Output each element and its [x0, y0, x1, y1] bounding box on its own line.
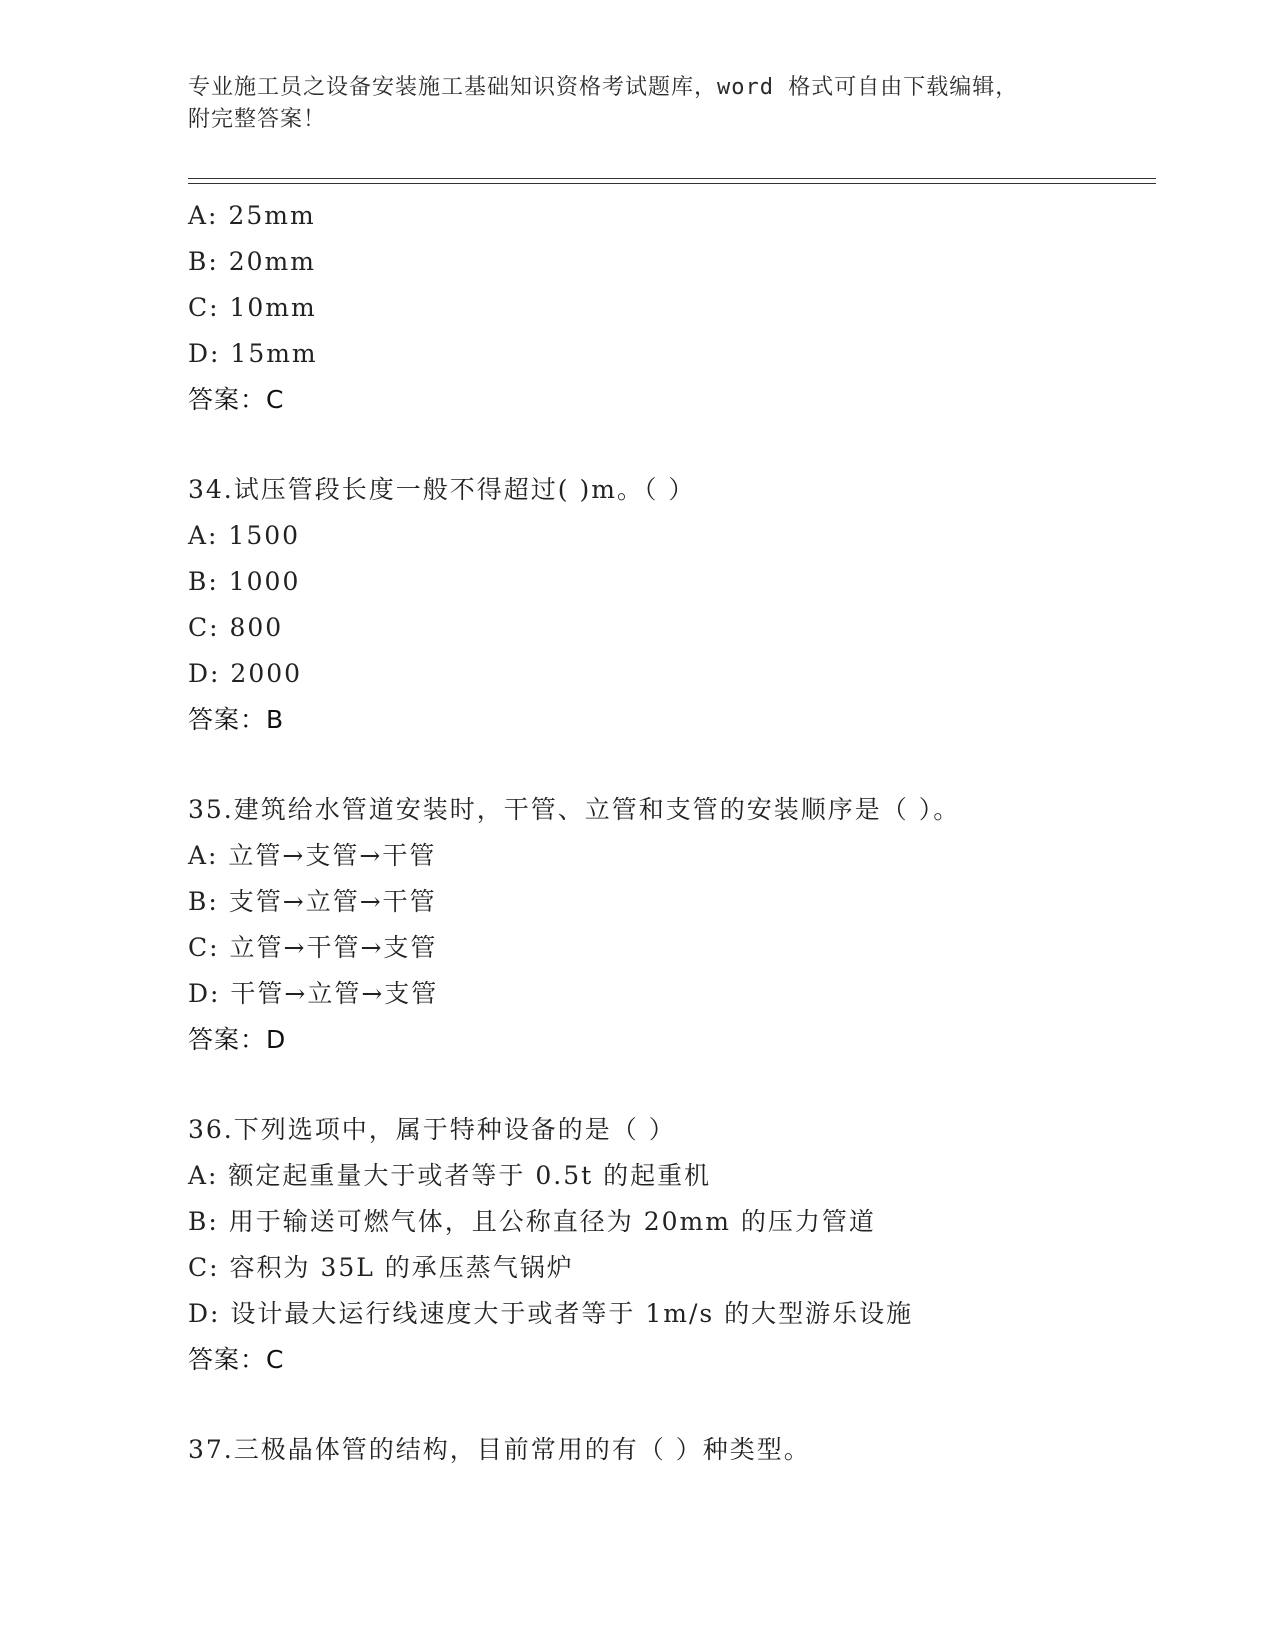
option-c: C: 容积为 35L 的承压蒸气锅炉: [188, 1253, 574, 1282]
answer: 答案：C: [188, 385, 285, 414]
option-a: A: 1500: [188, 521, 301, 550]
document-header: [188, 72, 1088, 136]
header-line-1: 专业施工员之设备安装施工基础知识资格考试题库，word 格式可自由下载编辑，: [188, 75, 1019, 100]
option-b: B: 20mm: [188, 247, 316, 276]
header-line-2: 附完整答案！: [188, 107, 327, 132]
question-33-continued: [188, 193, 1148, 423]
header-rule-bottom: [188, 183, 1156, 184]
option-d: D: 设计最大运行线速度大于或者等于 1m/s 的大型游乐设施: [188, 1299, 914, 1328]
question-35: [188, 787, 1148, 1063]
answer: 答案：D: [188, 1025, 287, 1054]
question-text: 36.下列选项中，属于特种设备的是（ ）: [188, 1115, 676, 1144]
option-a: A: 立管→支管→干管: [188, 841, 437, 870]
question-37: [188, 1427, 1148, 1473]
option-d: D: 15mm: [188, 339, 318, 368]
question-34: [188, 467, 1148, 743]
answer: 答案：C: [188, 1345, 285, 1374]
option-c: C: 立管→干管→支管: [188, 933, 438, 962]
option-d: D: 干管→立管→支管: [188, 979, 439, 1008]
option-d: D: 2000: [188, 659, 303, 688]
option-b: B: 1000: [188, 567, 301, 596]
option-c: C: 10mm: [188, 293, 317, 322]
option-b: B: 支管→立管→干管: [188, 887, 437, 916]
option-c: C: 800: [188, 613, 284, 642]
document-body: [188, 193, 1148, 1473]
option-a: A: 额定起重量大于或者等于 0.5t 的起重机: [188, 1161, 712, 1190]
header-rule-top: [188, 178, 1156, 179]
question-text: 37.三极晶体管的结构，目前常用的有（ ）种类型。: [188, 1435, 811, 1464]
option-b: B: 用于输送可燃气体，且公称直径为 20mm 的压力管道: [188, 1207, 876, 1236]
question-36: [188, 1107, 1148, 1383]
answer: 答案：B: [188, 705, 285, 734]
option-a: A: 25mm: [188, 201, 316, 230]
question-text: 34.试压管段长度一般不得超过( )m。（ ）: [188, 475, 696, 504]
question-text: 35.建筑给水管道安装时，干管、立管和支管的安装顺序是（ ）。: [188, 795, 961, 824]
